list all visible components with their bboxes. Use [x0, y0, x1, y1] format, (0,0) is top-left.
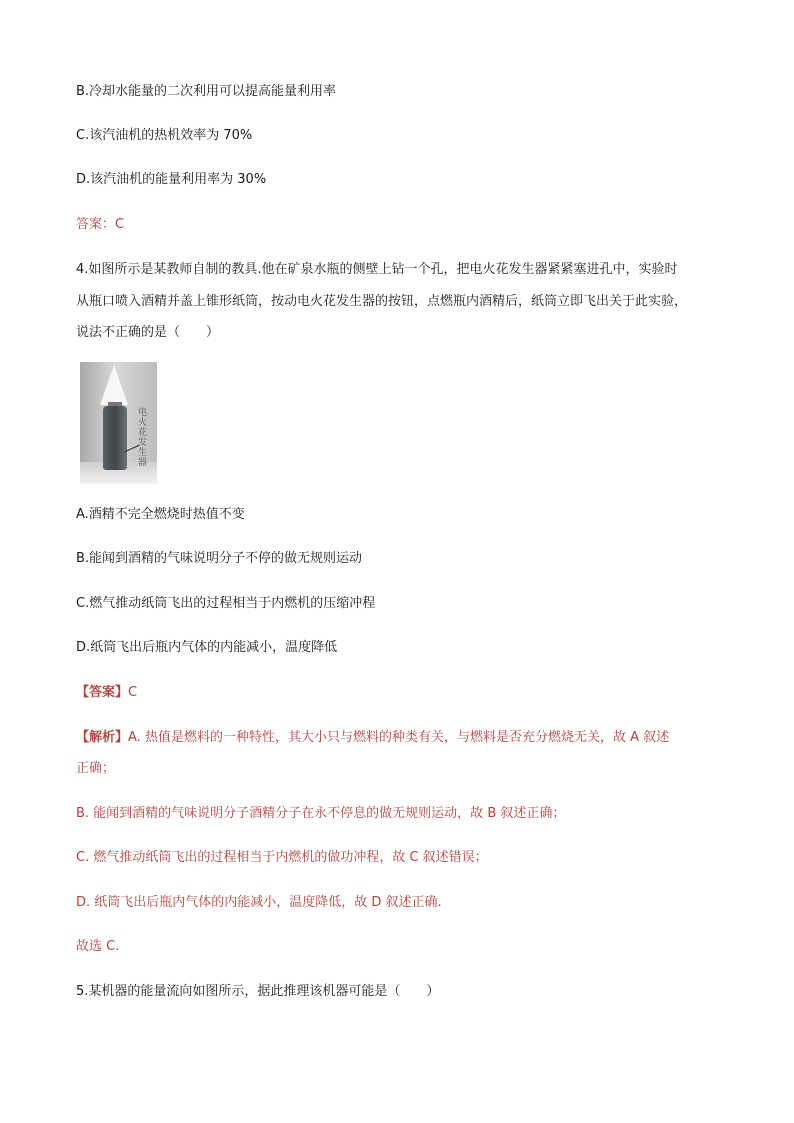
q4-conclusion: 故选 C.	[76, 939, 120, 954]
experiment-photo	[80, 362, 157, 484]
q4-stem-line-1: 4.如图所示是某教师自制的教具.他在矿泉水瓶的侧壁上钻一个孔，把电火花发生器紧紧塞进孔中，实验时	[76, 262, 678, 277]
paper-cone	[100, 365, 128, 405]
q4-answer	[76, 685, 137, 701]
q4-option-a: A.酒精不完全燃烧时热值不变	[76, 507, 245, 522]
spark-generator-label: 电火花发生器	[138, 408, 148, 468]
analysis-label: 【解析】	[76, 730, 129, 745]
q4-stem-line-2: 从瓶口喷入酒精并盖上锥形纸筒，按动电火花发生器的按钮，点燃瓶内酒精后，纸筒立即飞出关于此实验，	[76, 294, 688, 309]
q4-analysis-d: D. 纸筒飞出后瓶内气体的内能减小，温度降低，故 D 叙述正确.	[76, 895, 442, 910]
answer-value: C	[128, 685, 138, 700]
q4-option-b: B.能闻到酒精的气味说明分子不停的做无规则运动	[76, 551, 363, 566]
q4-option-c: C.燃气推动纸筒飞出的过程相当于内燃机的压缩冲程	[76, 596, 376, 611]
q4-analysis-b: B. 能闻到酒精的气味说明分子酒精分子在永不停息的做无规则运动，故 B 叙述正确；	[76, 806, 566, 821]
q3-option-d: D.该汽油机的能量利用率为 30%	[76, 172, 267, 187]
q4-analysis-a	[76, 730, 669, 746]
q4-analysis-c: C. 燃气推动纸筒飞出的过程相当于内燃机的做功冲程，故 C 叙述错误；	[76, 850, 488, 865]
q5-stem: 5.某机器的能量流向如图所示，据此推理该机器可能是（ ）	[76, 984, 440, 999]
q3-option-b: B.冷却水能量的二次利用可以提高能量利用率	[76, 84, 337, 99]
q4-option-d: D.纸筒飞出后瓶内气体的内能减小，温度降低	[76, 640, 338, 655]
q3-option-c: C.该汽油机的热机效率为 70%	[76, 128, 253, 143]
water-bottle	[103, 406, 127, 470]
q4-stem-line-3: 说法不正确的是（ ）	[76, 325, 220, 340]
q3-answer: 答案：C	[76, 217, 125, 232]
q4-analysis-a-cont: 正确；	[76, 761, 116, 776]
analysis-a-text: A. 热值是燃料的一种特性，其大小只与燃料的种类有关，与燃料是否充分燃烧无关，故 A 叙述	[128, 730, 670, 745]
answer-label: 【答案】	[76, 685, 129, 700]
